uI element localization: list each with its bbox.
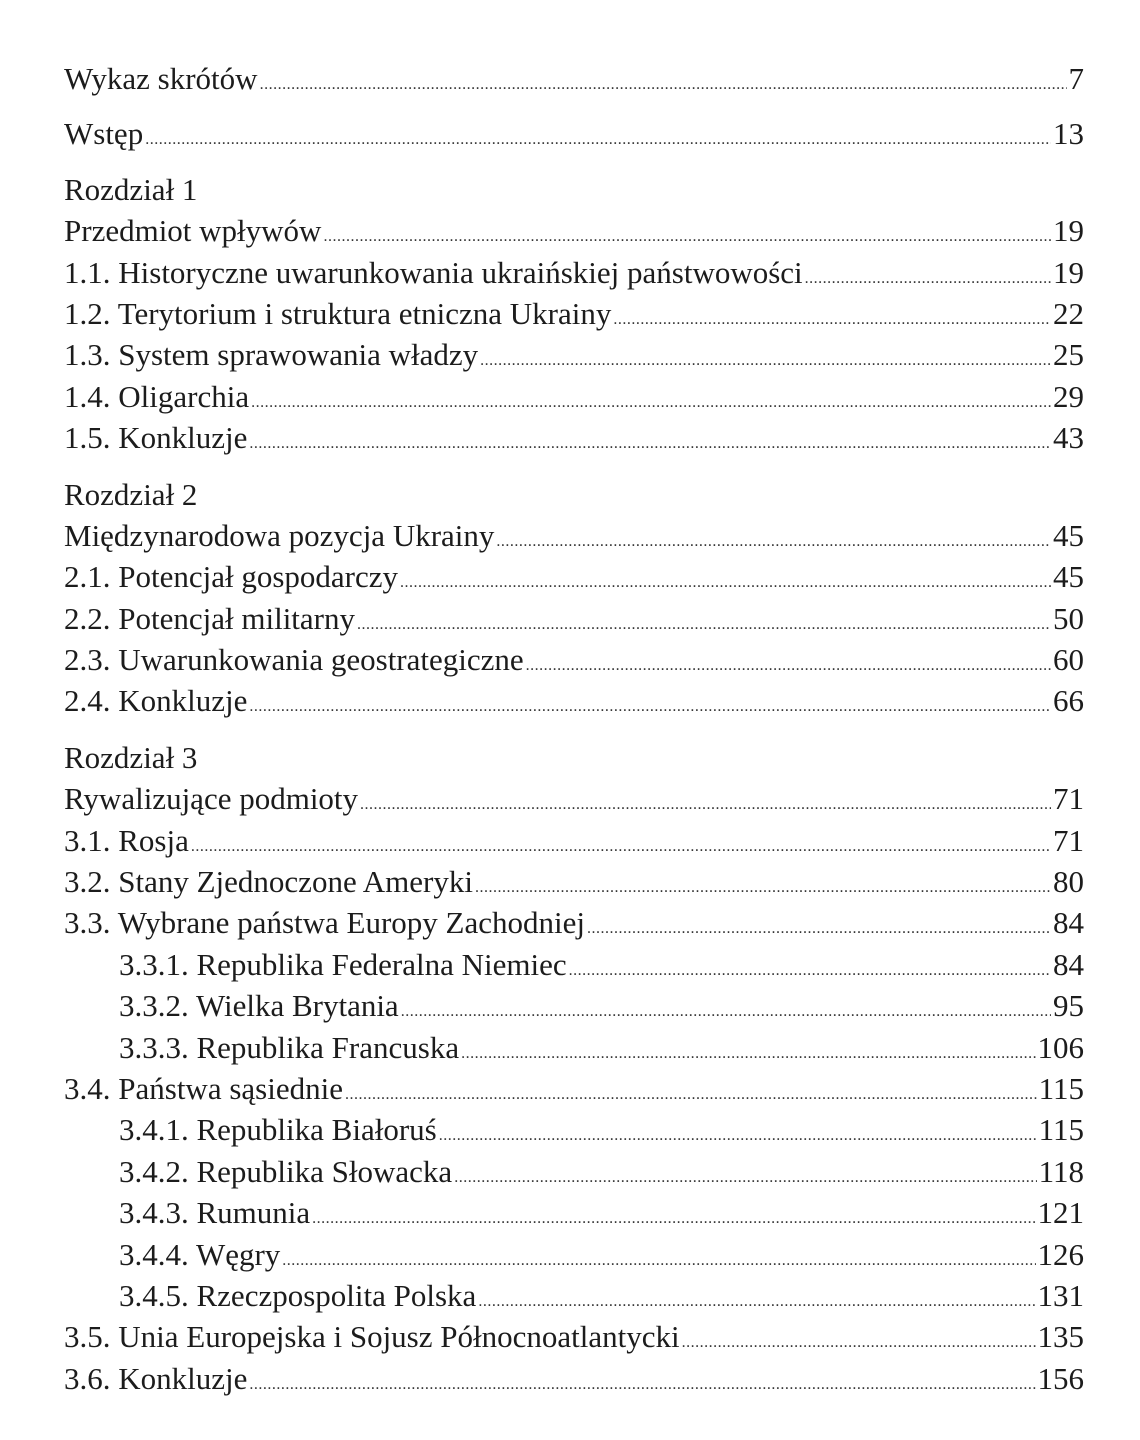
toc-entry-page: 19: [1053, 254, 1084, 290]
toc-entry-title: 1.2. Terytorium i struktura etniczna Ukrainy: [64, 295, 612, 331]
toc-section-entry: [64, 556, 1084, 597]
toc-entry-page: 121: [1037, 1195, 1084, 1231]
dot-leader: [260, 64, 1067, 105]
toc-entry-title: 1.1. Historyczne uwarunkowania ukraińskiej państwowości: [64, 254, 803, 290]
toc-entry-title: Rywalizujące podmioty: [64, 781, 359, 817]
toc-entry-title: Wykaz skrótów: [64, 61, 258, 96]
dot-leader: [461, 1033, 1035, 1074]
dot-leader: [682, 1322, 1036, 1363]
toc-entry-page: 50: [1053, 600, 1084, 636]
dot-leader: [613, 299, 1051, 340]
toc-entry-title: 3.1. Rosja: [64, 822, 189, 858]
toc-section-entry: [64, 1316, 1084, 1357]
toc-subsection-entry: [64, 1151, 1084, 1192]
dot-leader: [360, 784, 1051, 825]
dot-leader: [249, 423, 1051, 464]
toc-subsection-entry: [64, 944, 1084, 985]
toc-subsection-entry: [64, 1234, 1084, 1275]
toc-entry-title: 3.6. Konkluzje: [64, 1360, 248, 1396]
toc-entry-page: 131: [1037, 1277, 1084, 1313]
toc-chapter-title: [64, 515, 1084, 556]
chapter-label: Rozdział 3: [64, 739, 198, 775]
dot-leader: [251, 382, 1051, 423]
dot-leader: [400, 562, 1051, 603]
toc-entry-page: 84: [1053, 946, 1084, 982]
toc-entry-title: 3.4.4. Węgry: [119, 1236, 281, 1272]
toc-section-entry: [64, 252, 1084, 293]
toc-section-entry: [64, 1068, 1084, 1109]
toc-subsection-entry: [64, 1275, 1084, 1316]
toc-entry-introduction: [64, 113, 1084, 154]
dot-leader: [454, 1157, 1036, 1198]
toc-section-entry: [64, 417, 1084, 458]
toc-subsection-entry: [64, 1109, 1084, 1150]
toc-entry-title: Wstęp: [64, 116, 144, 152]
toc-entry-title: 3.3. Wybrane państwa Europy Zachodniej: [64, 905, 585, 941]
dot-leader: [145, 119, 1051, 160]
dot-leader: [401, 991, 1051, 1032]
toc-entry-page: 25: [1053, 337, 1084, 373]
toc-subsection-entry: [64, 1192, 1084, 1233]
toc-entry-page: 135: [1037, 1319, 1084, 1355]
dot-leader: [805, 258, 1051, 299]
toc-entry-title: 3.4.5. Rzeczpospolita Polska: [119, 1277, 477, 1313]
toc-entry-title: 3.2. Stany Zjednoczone Ameryki: [64, 864, 473, 900]
toc-entry-title: Międzynarodowa pozycja Ukrainy: [64, 517, 495, 553]
toc-section-entry: [64, 293, 1084, 334]
toc-entry-title: 3.3.1. Republika Federalna Niemiec: [119, 946, 567, 982]
table-of-contents: [64, 58, 1084, 1399]
toc-entry-title: 3.3.3. Republika Francuska: [119, 1029, 460, 1065]
dot-leader: [496, 521, 1051, 562]
toc-section-entry: [64, 598, 1084, 639]
toc-entry-page: 66: [1053, 683, 1084, 719]
toc-subsection-entry: [64, 985, 1084, 1026]
toc-entry-page: 60: [1053, 642, 1084, 678]
toc-entry-page: 22: [1053, 295, 1084, 331]
toc-entry-page: 115: [1038, 1112, 1084, 1148]
toc-entry-page: 126: [1037, 1236, 1084, 1272]
toc-entry-page: 13: [1053, 116, 1084, 152]
dot-leader: [526, 645, 1051, 686]
toc-subsection-entry: [64, 1027, 1084, 1068]
dot-leader: [345, 1074, 1037, 1115]
toc-entry-page: 95: [1053, 988, 1084, 1024]
toc-entry-title: Przedmiot wpływów: [64, 213, 322, 249]
toc-entry-title: 2.2. Potencjał militarny: [64, 600, 356, 636]
toc-entry-page: 45: [1053, 559, 1084, 595]
toc-entry-page: 19: [1053, 213, 1084, 249]
dot-leader: [587, 908, 1051, 949]
toc-entry-abbreviations: [64, 58, 1084, 99]
toc-section-entry: [64, 861, 1084, 902]
toc-entry-page: 106: [1037, 1029, 1084, 1065]
toc-entry-page: 156: [1037, 1360, 1084, 1396]
toc-entry-page: 80: [1053, 864, 1084, 900]
dot-leader: [569, 950, 1051, 991]
toc-section-entry: [64, 680, 1084, 721]
toc-entry-page: 71: [1053, 781, 1084, 817]
toc-entry-title: 3.4.2. Republika Słowacka: [119, 1153, 453, 1189]
toc-entry-page: 115: [1038, 1070, 1084, 1106]
dot-leader: [439, 1115, 1037, 1156]
chapter-label: Rozdział 2: [64, 476, 198, 512]
toc-section-entry: [64, 639, 1084, 680]
toc-entry-title: 2.3. Uwarunkowania geostrategiczne: [64, 642, 524, 678]
toc-entry-title: 1.3. System sprawowania władzy: [64, 337, 479, 373]
dot-leader: [249, 1364, 1035, 1405]
toc-section-entry: [64, 1358, 1084, 1399]
toc-entry-title: 2.1. Potencjał gospodarczy: [64, 559, 399, 595]
dot-leader: [480, 340, 1051, 381]
toc-chapter-title: [64, 210, 1084, 251]
toc-chapter-title: [64, 778, 1084, 819]
toc-entry-page: 71: [1053, 822, 1084, 858]
dot-leader: [249, 686, 1051, 727]
toc-entry-page: 29: [1053, 378, 1084, 414]
toc-entry-page: 118: [1038, 1153, 1084, 1189]
toc-entry-title: 3.3.2. Wielka Brytania: [119, 988, 399, 1024]
toc-entry-title: 2.4. Konkluzje: [64, 683, 248, 719]
toc-section-entry: [64, 376, 1084, 417]
toc-entry-page: 84: [1053, 905, 1084, 941]
toc-entry-title: 1.5. Konkluzje: [64, 420, 248, 456]
toc-entry-page: 7: [1068, 61, 1084, 96]
chapter-label: Rozdział 1: [64, 171, 198, 207]
toc-section-entry: [64, 334, 1084, 375]
toc-entry-title: 1.4. Oligarchia: [64, 378, 250, 414]
toc-entry-title: 3.4.3. Rumunia: [119, 1195, 311, 1231]
dot-leader: [312, 1198, 1035, 1239]
toc-entry-page: 43: [1053, 420, 1084, 456]
toc-section-entry: [64, 902, 1084, 943]
toc-section-entry: [64, 820, 1084, 861]
toc-entry-page: 45: [1053, 517, 1084, 553]
toc-entry-title: 3.4.1. Republika Białoruś: [119, 1112, 437, 1148]
toc-entry-title: 3.5. Unia Europejska i Sojusz Północnoatlantycki: [64, 1319, 680, 1355]
toc-entry-title: 3.4. Państwa sąsiednie: [64, 1070, 343, 1106]
